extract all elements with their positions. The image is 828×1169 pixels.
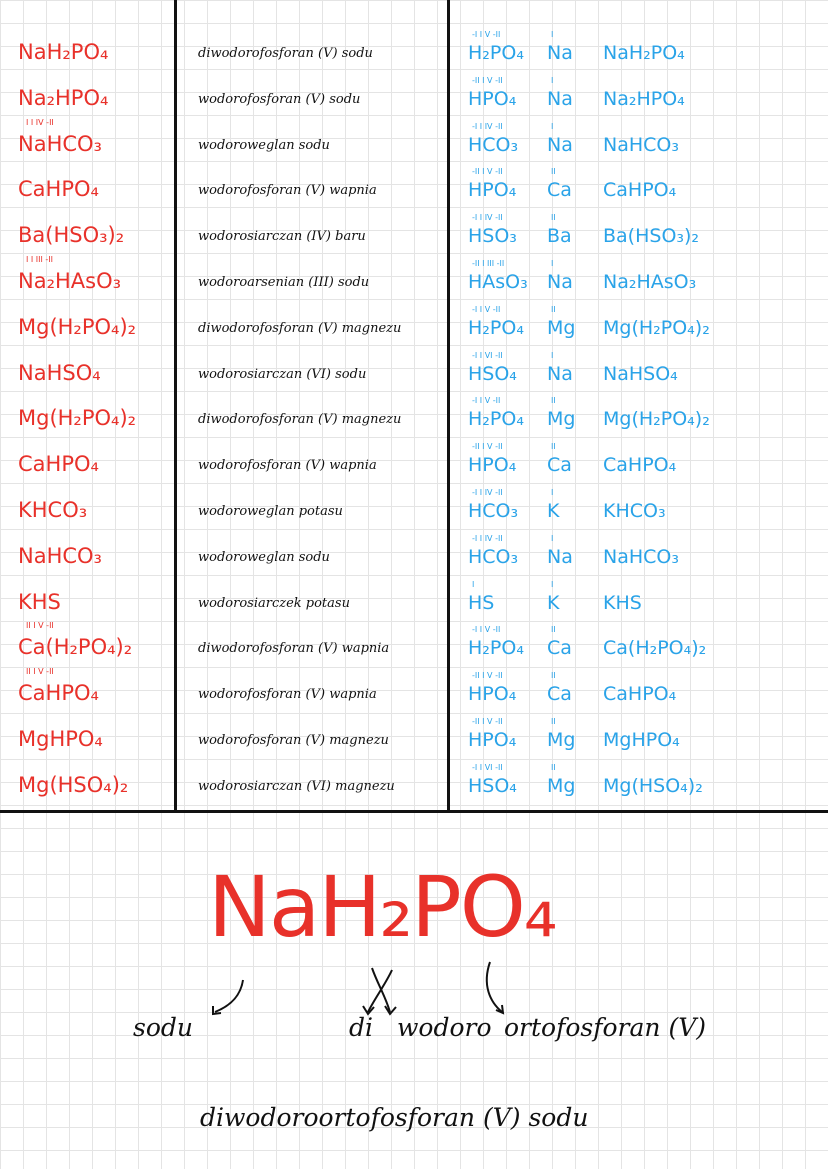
cation-symbol: Na [547, 87, 573, 110]
formula-oxidation-states: II I V -II [26, 621, 54, 631]
anion-oxidation-states: -I I IV -II [472, 487, 503, 497]
cation-symbol: Ca [547, 179, 572, 202]
table-row [0, 350, 828, 401]
salt-formula-result: Mg(HSO₄)₂ [603, 774, 703, 797]
cation-symbol: Mg [547, 728, 576, 751]
cation-oxidation-state: II [551, 442, 556, 452]
anion-oxidation-states: -II I V -II [472, 671, 503, 681]
cation-oxidation-state: I [551, 579, 554, 589]
table-row [0, 762, 828, 813]
salt-name: wodoroweglan sodu [198, 137, 330, 153]
anion-oxidation-states: -I I V -II [472, 396, 501, 406]
cation-symbol: Ca [547, 637, 572, 660]
salt-name: diwodorofosforan (V) wapnia [198, 641, 390, 657]
table-row [0, 213, 828, 263]
salt-formula-result: KHS [603, 591, 642, 614]
cation-oxidation-state: II [551, 167, 556, 177]
salt-name: wodorosiarczan (IV) baru [198, 229, 366, 245]
anion-formula: H₂PO₄ [468, 637, 524, 660]
salt-formula-result: Mg(H₂PO₄)₂ [603, 316, 710, 339]
anion-formula: HSO₄ [468, 362, 517, 385]
cation-symbol: Ba [547, 225, 572, 248]
salt-formula: NaH₂PO₄ [18, 40, 109, 64]
salt-formula: Ca(H₂PO₄)₂ [18, 635, 133, 660]
cation-oxidation-state: II [551, 625, 556, 635]
table-row [0, 75, 828, 126]
cation-oxidation-state: II [551, 304, 556, 314]
anion-oxidation-states: -I I IV -II [472, 213, 503, 223]
salt-formula: NaHCO₃ [18, 131, 102, 156]
salt-formula-result: MgHPO₄ [603, 728, 680, 751]
salt-formula: KHS [18, 589, 61, 614]
formula-oxidation-states: I I IV -II [26, 117, 54, 127]
salt-formula: Mg(H₂PO₄)₂ [18, 314, 137, 339]
cation-oxidation-state: I [551, 258, 554, 268]
salts-table [0, 30, 828, 813]
anion-oxidation-states: -I I VI -II [472, 350, 503, 360]
cation-oxidation-state: I [551, 75, 554, 85]
anion-formula: HCO₃ [468, 499, 519, 522]
table-row [0, 167, 828, 217]
cation-symbol: Na [547, 270, 573, 293]
salt-formula-result: Na₂HPO₄ [603, 87, 685, 110]
table-row [0, 579, 828, 630]
anion-formula: HPO₄ [468, 179, 517, 202]
cation-symbol: Na [547, 362, 573, 385]
salt-formula-result: Ba(HSO₃)₂ [603, 225, 700, 248]
label-wodoro: wodoro [397, 1013, 492, 1042]
anion-oxidation-states: -I I IV -II [472, 121, 503, 131]
salt-formula: Na₂HAsO₃ [18, 268, 122, 293]
table-row [0, 487, 828, 538]
salt-formula: MgHPO₄ [18, 726, 103, 751]
table-row [0, 533, 828, 584]
salt-formula-result: Na₂HAsO₃ [603, 270, 697, 293]
salt-formula: CaHPO₄ [18, 452, 99, 477]
cation-oxidation-state: II [551, 716, 556, 726]
salt-name: wodorofosforan (V) sodu [198, 91, 361, 107]
table-row [0, 396, 828, 446]
salt-name: wodorosiarczek potasu [198, 595, 350, 611]
example-formula: NaH₂PO₄ [208, 858, 556, 956]
salt-name: wodoroweglan potasu [198, 503, 343, 519]
cation-symbol: Mg [547, 408, 576, 431]
anion-oxidation-states: -I I V -II [472, 304, 501, 314]
table-row [0, 304, 828, 355]
label-ortofosforan: ortofosforan (V) [504, 1013, 707, 1042]
anion-oxidation-states: -II I V -II [472, 442, 503, 452]
cation-oxidation-state: I [551, 350, 554, 360]
salt-formula: NaHCO₃ [18, 543, 102, 568]
table-row [0, 117, 828, 172]
cation-symbol: Na [547, 42, 573, 64]
table-row [0, 621, 828, 675]
anion-oxidation-states: -II I V -II [472, 167, 503, 177]
anion-formula: HPO₄ [468, 454, 517, 477]
cation-oxidation-state: II [551, 213, 556, 223]
anion-formula: HAsO₃ [468, 270, 528, 293]
cation-symbol: Na [547, 133, 573, 156]
anion-formula: HS [468, 591, 495, 614]
salt-name: wodoroweglan sodu [198, 549, 330, 565]
anion-formula: HCO₃ [468, 133, 519, 156]
table-row [0, 254, 828, 309]
anion-oxidation-states: -I I IV -II [472, 533, 503, 543]
cation-symbol: Ca [547, 683, 572, 706]
salt-formula-result: CaHPO₄ [603, 683, 677, 706]
formula-oxidation-states: II I V -II [26, 667, 54, 677]
salt-formula-result: NaHCO₃ [603, 545, 679, 568]
cation-oxidation-state: II [551, 396, 556, 406]
formula-oxidation-states: I I III -II [26, 254, 54, 264]
anion-oxidation-states: -I I VI -II [472, 762, 503, 772]
salt-formula-result: KHCO₃ [603, 499, 666, 522]
salt-name: diwodorofosforan (V) sodu [198, 46, 373, 61]
anion-formula: H₂PO₄ [468, 42, 524, 64]
salt-name: wodorofosforan (V) magnezu [198, 732, 389, 748]
salt-formula: Ba(HSO₃)₂ [18, 223, 125, 248]
salt-formula-result: Mg(H₂PO₄)₂ [603, 408, 710, 431]
cation-symbol: Na [547, 545, 573, 568]
anion-formula: H₂PO₄ [468, 316, 524, 339]
cation-oxidation-state: II [551, 762, 556, 772]
table-row [0, 667, 828, 721]
cation-oxidation-state: I [551, 487, 554, 497]
cation-oxidation-state: II [551, 671, 556, 681]
salt-name: wodorosiarczan (VI) sodu [198, 366, 367, 382]
table-row [0, 30, 828, 80]
label-di: di [349, 1013, 373, 1042]
anion-formula: HCO₃ [468, 545, 519, 568]
salt-formula-result: CaHPO₄ [603, 454, 677, 477]
salt-formula: Na₂HPO₄ [18, 85, 109, 110]
full-name: diwodoroortofosforan (V) sodu [200, 1103, 589, 1132]
cation-symbol: K [547, 499, 560, 522]
cation-symbol: Mg [547, 316, 576, 339]
salt-formula: Mg(HSO₄)₂ [18, 772, 129, 797]
anion-oxidation-states: -I I V -II [472, 625, 501, 635]
table-row [0, 716, 828, 767]
salt-name: wodorofosforan (V) wapnia [198, 687, 377, 703]
cation-oxidation-state: I [551, 30, 554, 39]
cation-oxidation-state: I [551, 533, 554, 543]
anion-oxidation-states: I [472, 579, 475, 589]
anion-formula: HSO₃ [468, 225, 517, 248]
anion-oxidation-states: -II I V -II [472, 75, 503, 85]
salt-name: diwodorofosforan (V) magnezu [198, 412, 402, 428]
salt-formula-result: NaH₂PO₄ [603, 42, 685, 64]
salt-formula: CaHPO₄ [18, 177, 99, 202]
cation-symbol: K [547, 591, 560, 614]
salt-formula: KHCO₃ [18, 497, 88, 522]
salt-formula-result: NaHSO₄ [603, 362, 678, 385]
salt-name: wodorofosforan (V) wapnia [198, 458, 377, 474]
anion-oxidation-states: -II I V -II [472, 716, 503, 726]
salt-formula: CaHPO₄ [18, 681, 99, 706]
anion-oxidation-states: -I I V -II [472, 30, 501, 39]
cation-symbol: Ca [547, 454, 572, 477]
anion-formula: HPO₄ [468, 728, 517, 751]
salt-formula-result: NaHCO₃ [603, 133, 679, 156]
salt-formula-result: Ca(H₂PO₄)₂ [603, 637, 707, 660]
anion-formula: H₂PO₄ [468, 408, 524, 431]
anion-oxidation-states: -II I III -II [472, 258, 505, 268]
table-row [0, 442, 828, 492]
anion-formula: HPO₄ [468, 683, 517, 706]
salt-formula: Mg(H₂PO₄)₂ [18, 406, 137, 431]
salt-name: wodorofosforan (V) wapnia [198, 183, 377, 199]
anion-formula: HSO₄ [468, 774, 517, 797]
salt-formula-result: CaHPO₄ [603, 179, 677, 202]
salt-name: wodoroarsenian (III) sodu [198, 274, 370, 290]
salt-name: diwodorofosforan (V) magnezu [198, 320, 402, 336]
cation-symbol: Mg [547, 774, 576, 797]
label-sodu: sodu [133, 1013, 193, 1042]
anion-formula: HPO₄ [468, 87, 517, 110]
cation-oxidation-state: I [551, 121, 554, 131]
salt-name: wodorosiarczan (VI) magnezu [198, 778, 395, 794]
salt-formula: NaHSO₄ [18, 360, 101, 385]
